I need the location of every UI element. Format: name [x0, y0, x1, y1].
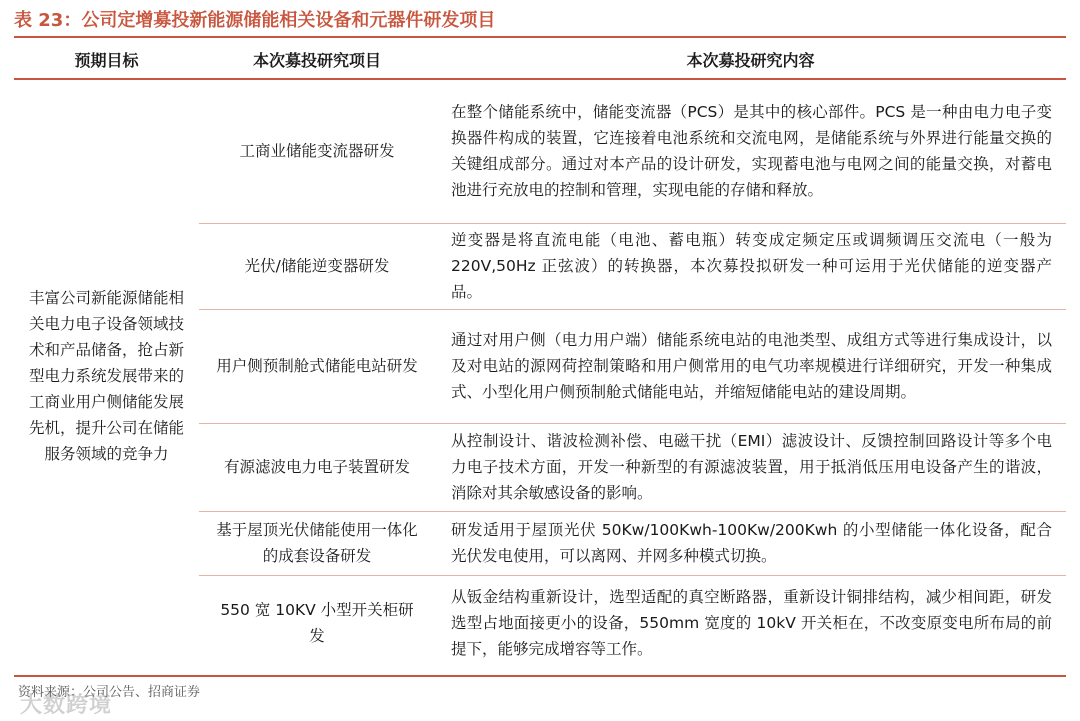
- content-cell: 从钣金结构重新设计，选型适配的真空断路器，重新设计铜排结构，减少相间距，研发选型占地面接更小的设备，550mm 宽度的 10kV 开关柜在，不改变原变电所布局的前提下，能够完成增容等工作。: [435, 575, 1066, 671]
- table-row: [14, 79, 1066, 223]
- content-cell: 逆变器是将直流电能（电池、蓄电瓶）转变成定频定压或调频调压交流电（一般为 220V,50Hz 正弦波）的转换器，本次募投拟研发一种可运用于光伏储能的逆变器产品。: [435, 223, 1066, 309]
- project-cell: 工商业储能变流器研发: [239, 142, 395, 161]
- watermark: 大数跨境: [20, 693, 113, 718]
- content-cell: 研发适用于屋顶光伏 50Kw/100Kwh-100Kw/200Kwh 的小型储能一体化设备，配合光伏发电使用，可以离网、并网多种模式切换。: [435, 511, 1066, 575]
- content-cell: 从控制设计、谐波检测补偿、电磁干扰（EMI）滤波设计、反馈控制回路设计等多个电力电子技术方面，开发一种新型的有源滤波装置，用于抵消低压用电设备产生的谐波，消除对其余敏感设备的影响。: [435, 423, 1066, 511]
- header-content: 本次募投研究内容: [435, 40, 1066, 79]
- content-cell: 通过对用户侧（电力用户端）储能系统电站的电池类型、成组方式等进行集成设计，以及对电站的源网荷控制策略和用户侧常用的电气功率规模进行详细研究，开发一种集成式、小型化用户侧预制舱式储能电站，并缩短储能电站的建设周期。: [435, 309, 1066, 423]
- content-cell: 在整个储能系统中，储能变流器（PCS）是其中的核心部件。PCS 是一种由电力电子变换器件构成的装置，它连接着电池系统和交流电网，是储能系统与外界进行能量交换的关键组成部分。通过对本产品的设计研发，实现蓄电池与电网之间的能量交换，对蓄电池进行充放电的控制和管理，实现电能的存储和释放。: [451, 103, 1052, 200]
- project-cell: 用户侧预制舱式储能电站研发: [199, 309, 435, 423]
- goal-cell: 丰富公司新能源储能相关电力电子设备领域技术和产品储备，抢占新型电力系统发展带来的工商业用户侧储能发展先机，提升公司在储能服务领域的竞争力: [28, 288, 184, 463]
- project-cell: 光伏/储能逆变器研发: [199, 223, 435, 309]
- header-project: 本次募投研究项目: [199, 40, 435, 79]
- header-goal: 预期目标: [14, 40, 199, 79]
- table-bottom-divider: [14, 675, 1066, 677]
- source-note: 资料来源：公司公告、招商证券: [18, 685, 201, 700]
- project-cell: 有源滤波电力电子装置研发: [199, 423, 435, 511]
- projects-table: [14, 40, 1066, 671]
- title-divider: [14, 36, 1066, 38]
- project-cell: 基于屋顶光伏储能使用一体化的成套设备研发: [199, 511, 435, 575]
- table-header-row: [14, 40, 1066, 79]
- project-cell: 550 宽 10KV 小型开关柜研发: [199, 575, 435, 671]
- table-title: 表 23：公司定增募投新能源储能相关设备和元器件研发项目: [14, 10, 496, 31]
